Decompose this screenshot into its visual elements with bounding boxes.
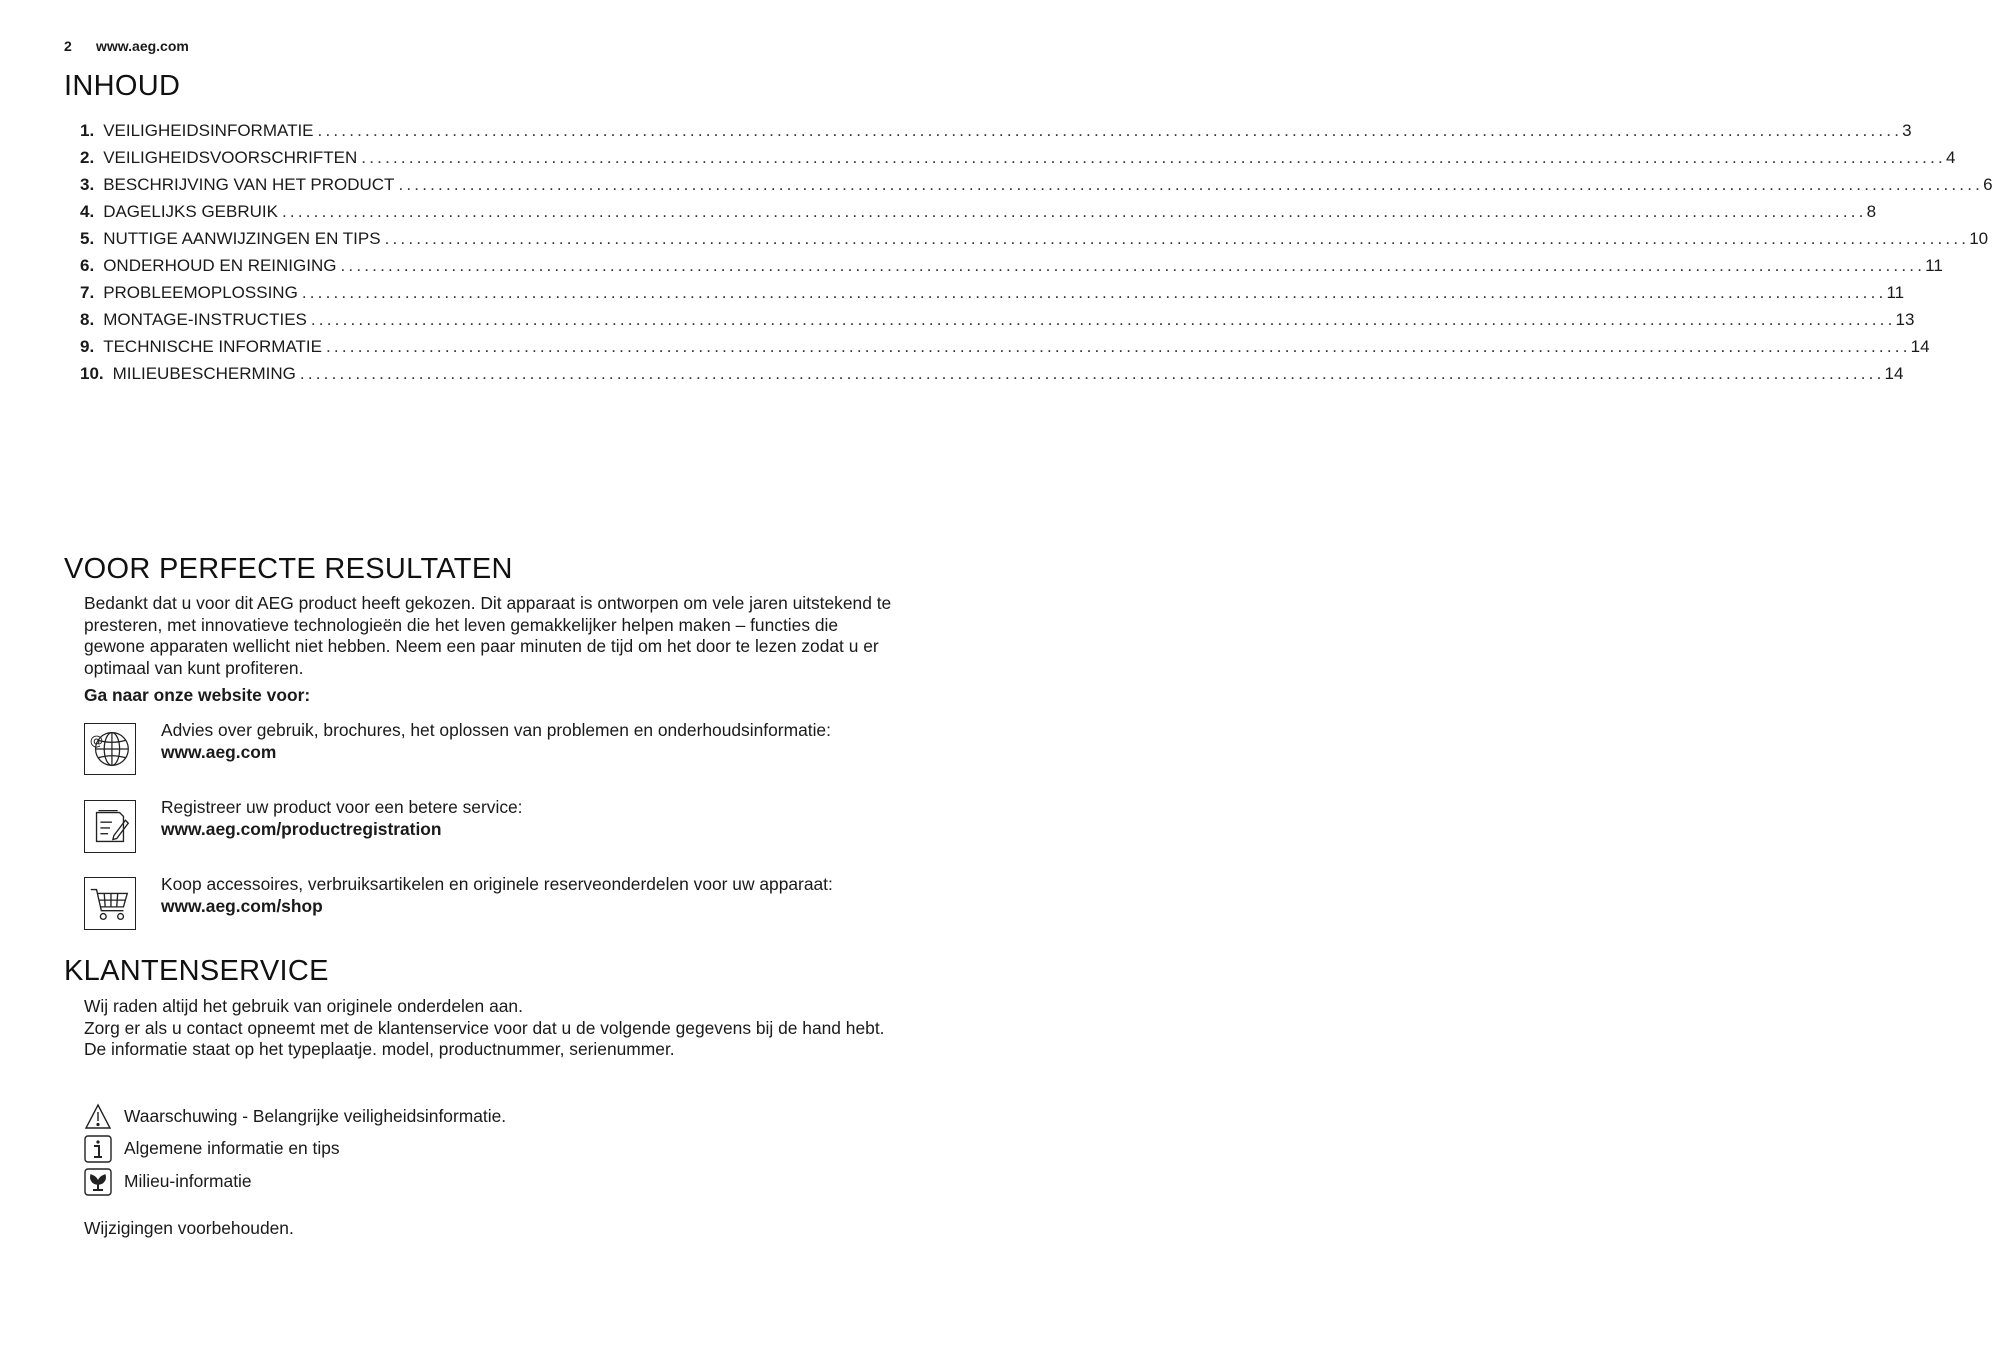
service-title: KLANTENSERVICE [64,955,329,987]
toc-page-number: 14 [1910,337,1930,356]
service-text [84,996,896,1061]
environment-leaf-icon [84,1168,112,1196]
table-of-contents [80,121,1993,391]
toc-number: 5. [80,229,95,248]
toc-row[interactable] [80,337,1930,364]
info-icon [84,1135,112,1163]
toc-row[interactable] [80,202,1877,229]
toc-entry-title[interactable]: BESCHRIJVING VAN HET PRODUCT [103,175,395,194]
website-link-text: Advies over gebruik, brochures, het oplossen van problemen en onderhoudsinformatie: [161,720,831,740]
header-website[interactable]: www.aeg.com [96,38,189,54]
toc-row[interactable] [80,229,1989,256]
toc-leader-dots: ........................................................................................................................................................................................................ [301,283,1887,302]
legend-label: Algemene informatie en tips [124,1138,340,1158]
website-link-text: Registreer uw product voor een betere service: [161,797,523,817]
legend-label: Waarschuwing - Belangrijke veiligheidsinformatie. [124,1106,507,1126]
website-link-url[interactable]: www.aeg.com/productregistration [161,818,442,839]
results-title: VOOR PERFECTE RESULTATEN [64,553,513,585]
toc-leader-dots: ........................................................................................................................................................................................................ [340,256,1926,275]
toc-entry-title[interactable]: PROBLEEMOPLOSSING [103,283,298,302]
toc-entry-title[interactable]: TECHNISCHE INFORMATIE [103,337,322,356]
toc-leader-dots: ........................................................................................................................................................................................................ [326,337,1911,356]
toc-row[interactable] [80,175,1993,202]
shopping-cart-icon [84,877,136,930]
toc-row[interactable] [80,121,1912,148]
toc-page-number: 14 [1884,364,1904,383]
website-heading: Ga naar onze website voor: [84,685,311,705]
toc-row[interactable] [80,310,1915,337]
legend-label: Milieu-informatie [124,1171,252,1191]
toc-entry-title[interactable]: NUTTIGE AANWIJZINGEN EN TIPS [103,229,381,248]
toc-leader-dots: ........................................................................................................................................................................................................ [281,202,1867,221]
toc-number: 8. [80,310,95,329]
toc-entry-title[interactable]: VEILIGHEIDSVOORSCHRIFTEN [103,148,358,167]
toc-leader-dots: ........................................................................................................................................................................................................ [310,310,1896,329]
toc-number: 10. [80,364,104,383]
toc-entry-title[interactable]: MONTAGE-INSTRUCTIES [103,310,307,329]
service-line: Zorg er als u contact opneemt met de klantenservice voor dat u de volgende gegevens bij de hand hebt. [84,1017,885,1038]
toc-leader-dots: ........................................................................................................................................................................................................ [361,148,1946,167]
toc-entry-title[interactable]: DAGELIJKS GEBRUIK [103,202,278,221]
page-header [64,38,189,54]
toc-row[interactable] [80,148,1956,175]
toc-leader-dots: ........................................................................................................................................................................................................ [299,364,1885,383]
toc-number: 9. [80,337,95,356]
toc-entry-title[interactable]: VEILIGHEIDSINFORMATIE [103,121,314,140]
website-link-text: Koop accessoires, verbruiksartikelen en originele reserveonderdelen voor uw apparaat: [161,874,833,894]
service-line: Wij raden altijd het gebruik van originele onderdelen aan. [84,996,523,1016]
toc-number: 1. [80,121,95,140]
toc-number: 7. [80,283,95,302]
toc-row[interactable] [80,256,1943,283]
toc-page-number: 13 [1895,310,1915,329]
website-link-url[interactable]: www.aeg.com/shop [161,895,323,916]
toc-number: 3. [80,175,95,194]
toc-page-number: 6 [1983,175,1993,194]
toc-entry-title[interactable]: MILIEUBESCHERMING [112,364,296,383]
toc-row[interactable] [80,364,1904,391]
toc-leader-dots: ........................................................................................................................................................................................................ [317,121,1903,140]
registration-form-icon [84,800,136,853]
toc-page-number: 10 [1969,229,1989,248]
website-link-url[interactable]: www.aeg.com [161,741,277,762]
footer-note: Wijzigingen voorbehouden. [84,1218,294,1238]
page-number: 2 [64,38,72,54]
toc-number: 2. [80,148,95,167]
toc-page-number: 3 [1902,121,1912,140]
results-intro: Bedankt dat u voor dit AEG product heeft gekozen. Dit apparaat is ontworpen om vele jaren uitstekend te presteren, met innovatieve technologieën die het leven gemakkelijker helpen maken – functies die gewone apparaten wellicht niet hebben. Neem een paar minuten de tijd om het door te lezen zodat u er optimaal van kunt profiteren. [84,593,892,678]
toc-leader-dots: ........................................................................................................................................................................................................ [384,229,1970,248]
globe-at-icon [84,723,136,775]
toc-page-number: 4 [1945,148,1956,167]
toc-number: 6. [80,256,95,275]
toc-title: INHOUD [64,70,181,102]
toc-entry-title[interactable]: ONDERHOUD EN REINIGING [103,256,337,275]
toc-page-number: 11 [1886,283,1905,302]
toc-page-number: 11 [1925,256,1943,275]
toc-page-number: 8 [1866,202,1877,221]
svg-text:@: @ [89,734,104,750]
toc-number: 4. [80,202,95,221]
toc-row[interactable] [80,283,1905,310]
service-line: De informatie staat op het typeplaatje. model, productnummer, serienummer. [84,1039,675,1059]
warning-triangle-icon [84,1103,112,1131]
toc-leader-dots: ........................................................................................................................................................................................................ [398,175,1984,194]
